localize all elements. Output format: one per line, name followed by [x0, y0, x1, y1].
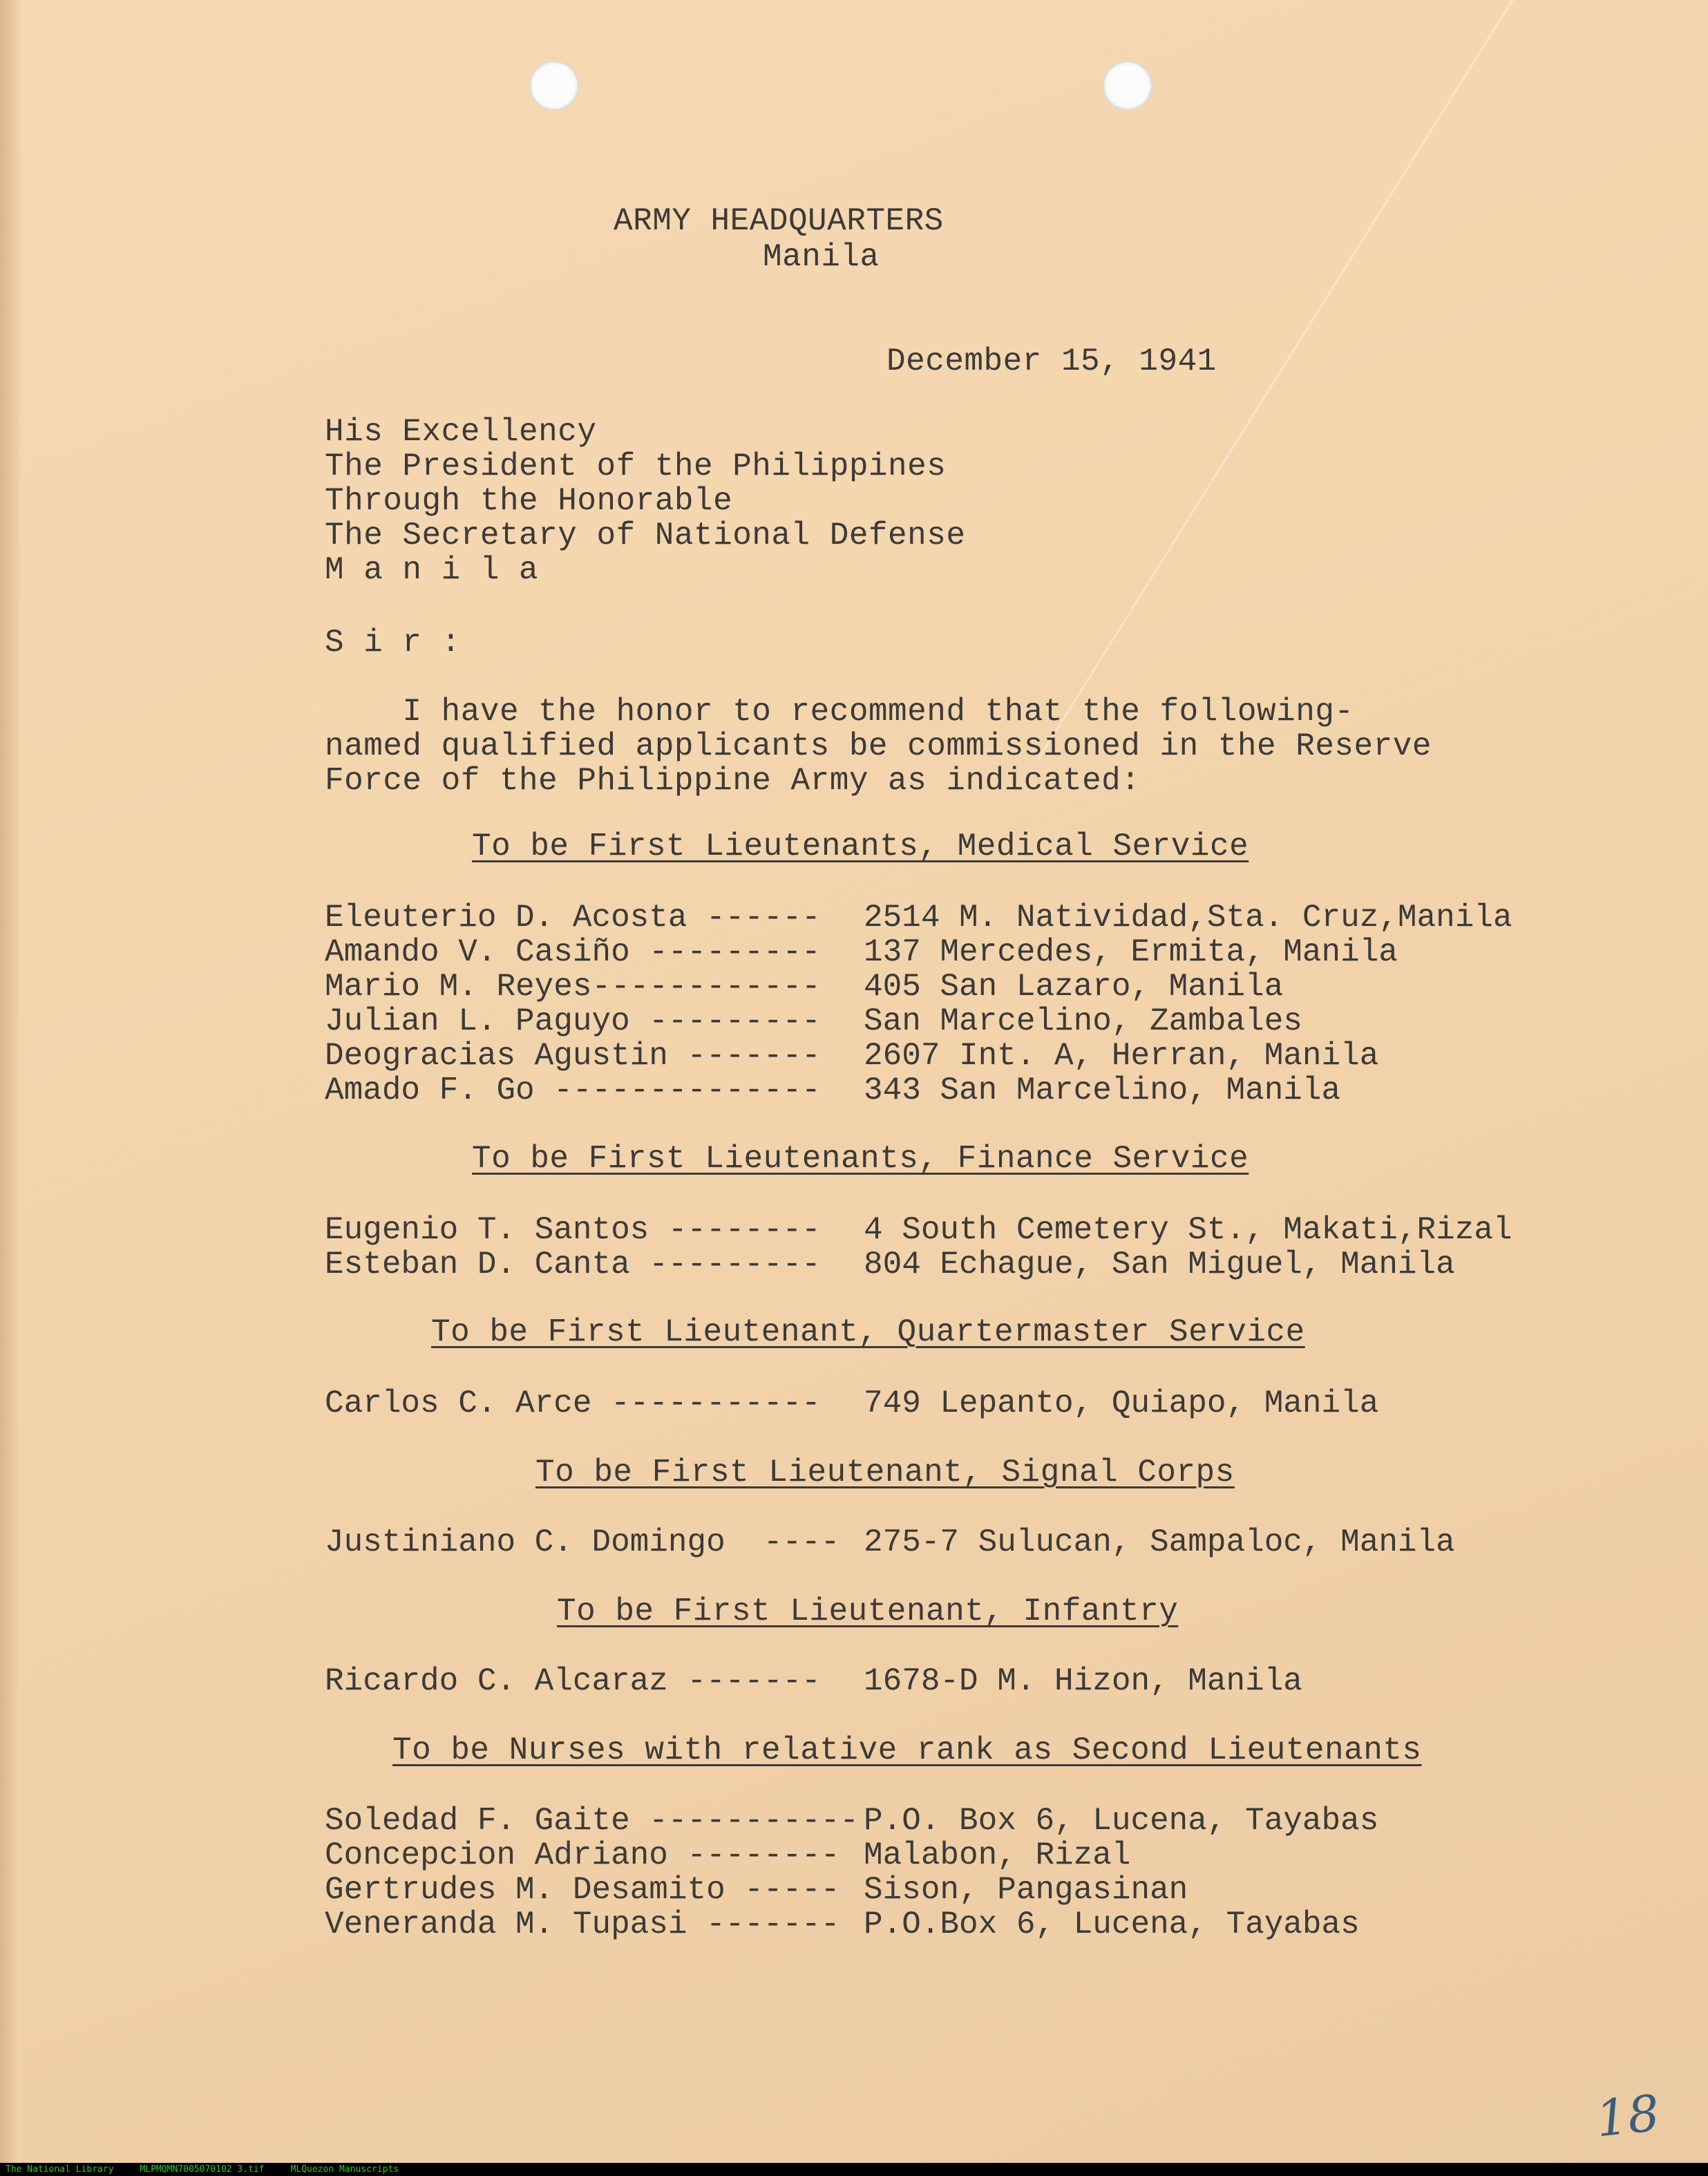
applicant-name: Eleuterio D. Acosta ------: [325, 900, 821, 936]
list-item: [325, 1247, 1455, 1282]
paper-crease: [1036, 0, 1550, 761]
list-item: [325, 1664, 1302, 1699]
list-item: [325, 1004, 1302, 1039]
applicant-name: Mario M. Reyes------------: [325, 969, 821, 1005]
applicant-name: Eugenio T. Santos --------: [325, 1212, 840, 1248]
body-line: I have the honor to recommend that the following-: [325, 694, 1354, 730]
list-item: [325, 1213, 1512, 1247]
applicant-address: 804 Echague, San Miguel, Manila: [864, 1247, 1455, 1283]
list-item: [325, 1838, 1130, 1873]
applicant-address: P.O.Box 6, Lucena, Tayabas: [864, 1907, 1360, 1942]
list-item: [325, 935, 1398, 969]
section-heading: To be Nurses with relative rank as Second Lieutenants: [392, 1732, 1422, 1768]
body-line: Force of the Philippine Army as indicated:: [325, 763, 1141, 799]
applicant-name: Deogracias Agustin -------: [325, 1038, 821, 1074]
applicant-name: Veneranda M. Tupasi -------: [325, 1907, 859, 1942]
letter-date: December 15, 1941: [886, 343, 1217, 379]
punch-hole: [529, 61, 579, 111]
list-item: [325, 1804, 1378, 1838]
addressee-line: His Excellency: [325, 414, 597, 450]
applicant-address: P.O. Box 6, Lucena, Tayabas: [864, 1803, 1379, 1839]
applicant-address: 137 Mercedes, Ermita, Manila: [864, 934, 1398, 970]
list-item: [325, 969, 1283, 1004]
applicant-name: Gertrudes M. Desamito -----: [325, 1872, 859, 1908]
addressee-line: The President of the Philippines: [325, 448, 947, 484]
applicant-address: San Marcelino, Zambales: [864, 1003, 1302, 1039]
applicant-address: 2607 Int. A, Herran, Manila: [864, 1038, 1379, 1074]
applicant-address: Malabon, Rizal: [864, 1837, 1131, 1873]
footer-filename: MLPMQMN7005070102 3.tif: [140, 2164, 265, 2175]
section-heading: To be First Lieutenants, Finance Service: [472, 1141, 1249, 1177]
applicant-address: 343 San Marcelino, Manila: [864, 1072, 1341, 1108]
handwritten-page-mark: 18: [1593, 2083, 1662, 2148]
section-heading: To be First Lieutenant, Quartermaster Service: [431, 1314, 1305, 1350]
addressee-line: M a n i l a: [325, 552, 539, 588]
footer-library: The National Library: [6, 2164, 114, 2175]
list-item: [325, 1907, 1360, 1942]
applicant-name: Concepcion Adriano --------: [325, 1837, 859, 1873]
applicant-name: Amando V. Casiño ---------: [325, 934, 821, 970]
letterhead-title: ARMY HEADQUARTERS: [614, 203, 944, 239]
footer-collection: MLQuezon Manuscripts: [290, 2164, 399, 2175]
section-heading: To be First Lieutenant, Infantry: [557, 1593, 1179, 1629]
applicant-name: Soledad F. Gaite -----------: [325, 1803, 878, 1839]
salutation: S i r :: [325, 625, 461, 661]
applicant-name: Carlos C. Arce -----------: [325, 1385, 840, 1421]
body-line: named qualified applicants be commissioned in the Reserve: [325, 728, 1432, 764]
addressee-line: The Secretary of National Defense: [325, 518, 966, 554]
list-item: [325, 1525, 1455, 1560]
page-edge-shadow: [0, 0, 21, 2163]
applicant-address: 4 South Cemetery St., Makati,Rizal: [864, 1212, 1512, 1248]
list-item: [325, 1386, 1378, 1421]
applicant-address: 1678-D M. Hizon, Manila: [864, 1663, 1302, 1699]
applicant-name: Justiniano C. Domingo ----: [325, 1524, 840, 1560]
section-heading: To be First Lieutenants, Medical Service: [472, 829, 1249, 864]
punch-hole: [1103, 61, 1152, 111]
section-heading: To be First Lieutenant, Signal Corps: [535, 1455, 1235, 1491]
list-item: [325, 900, 1512, 935]
applicant-name: Esteban D. Canta ---------: [325, 1247, 840, 1283]
applicant-address: 275-7 Sulucan, Sampaloc, Manila: [864, 1524, 1455, 1560]
list-item: [325, 1073, 1340, 1108]
list-item: [325, 1873, 1188, 1907]
applicant-address: 749 Lepanto, Quiapo, Manila: [864, 1385, 1379, 1421]
applicant-address: 405 San Lazaro, Manila: [864, 969, 1284, 1005]
letterhead-city: Manila: [763, 239, 880, 275]
applicant-name: Amado F. Go --------------: [325, 1072, 821, 1108]
applicant-address: Sison, Pangasinan: [864, 1872, 1188, 1908]
addressee-line: Through the Honorable: [325, 483, 733, 519]
scan-footer: [0, 2163, 1708, 2176]
list-item: [325, 1039, 1378, 1073]
applicant-name: Julian L. Paguyo ---------: [325, 1003, 821, 1039]
applicant-name: Ricardo C. Alcaraz -------: [325, 1663, 859, 1699]
applicant-address: 2514 M. Natividad,Sta. Cruz,Manila: [864, 900, 1512, 936]
